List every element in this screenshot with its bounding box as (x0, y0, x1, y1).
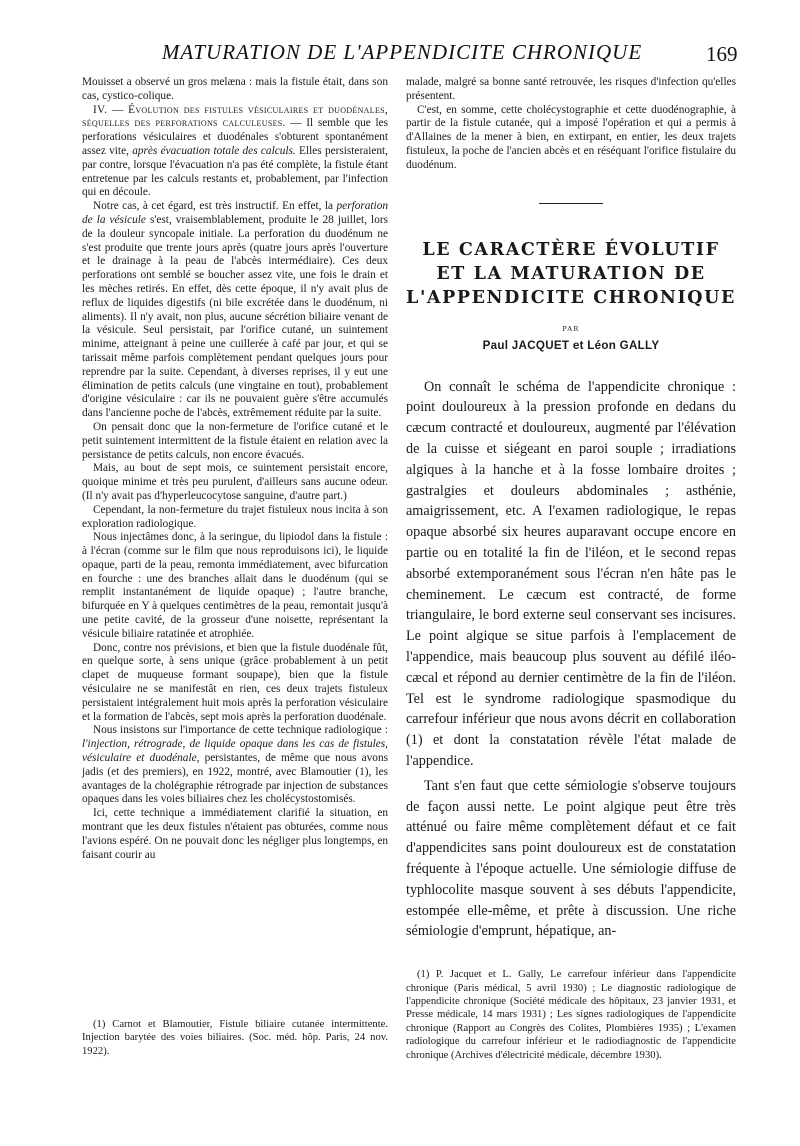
article-body (406, 377, 736, 943)
body-paragraph: malade, malgré sa bonne santé retrouvée, les risques d'infection qu'elles présentent. (406, 76, 736, 102)
body-paragraph: C'est, en somme, cette cholécystographie et cette duodénographie, à partir de la fistule cutanée, qui a imposé l'opération et qui a permis à d'Allaines de la mener à bien, en extirpant, en entier, les deux trajets fistuleux, la poche de l'ancien abcès et en réséquant l'orifice fistulaire du duodénum. (406, 103, 736, 171)
article-title (406, 238, 736, 310)
p8-italic: l'injection, rétrograde, de liquide opaque dans les cas de fistules, vésiculaire et duodénale, (82, 738, 388, 765)
page-number: 169 (706, 42, 738, 66)
body-paragraph: Ici, cette technique a immédiatement clarifié la situation, en montrant que les deux fistules n'étaient pas obturées, comme nous l'avions espéré. On ne pouvait donc les négliger plus longtemps, en faisant courir au (82, 807, 388, 861)
right-footnote (406, 968, 736, 1062)
title-line-2: ET LA MATURATION DE (436, 263, 706, 284)
body-paragraph: Donc, contre nos prévisions, et bien que la fistule duodénale fût, en quelque sorte, à sens unique (grâce probablement à un petit clapet de muqueuse formant soupape), bien que la fistule vésiculaire ne se manifestât en rien, ces deux trajets fistuleux persistaient intégralement huit mois après la perforation vésiculaire et la formation de l'abcès, sept mois après la perforation duodénale. (82, 641, 388, 723)
body-paragraph: On connaît le schéma de l'appendicite chronique : point douloureux à la pression profonde en dedans du cæcum contracté et douloureux, augmenté par l'élévation de la cuisse et siégeant en paroi souple ; irradiations algiques à la hanche et à la fosse lombaire droites ; gastralgies et douleurs abdominales ; asthénie, amaigrissement, etc. A l'examen radiologique, le repas opaque absorbé six heures auparavant occupe encore en partie ou en totalité la fin de l'iléon, et le second repas absorbé extemporanément sous l'écran n'en hâte pas le cheminement. Le cæcum est contracté, de forme triangulaire, le bord externe seul conservant ses incisures. Le point algique se situe parfois à l'emplacement de l'appendice, mais beaucoup plus souvent au défilé iléo-cæcal et répond au dernier centimètre de la fin de l'iléon. Tel est le syndrome radiologique spasmodique du carrefour inférieur que nous avons décrit en collaboration (1) et dont la constatation révèle l'état malade de l'appendice. (406, 378, 736, 769)
body-paragraph: Tant s'en faut que cette sémiologie s'observe toujours de façon aussi nette. Le point algique peut être très atténué ou faire même complètement défaut et ce fait d'appendicites sans point douloureux est de constatation fréquente à l'époque actuelle. Une sémiologie diffuse de typhlocolite masque souvent à ses débuts l'appendicite, estompée elle-même, et prête à discussion. Une riche sémiologie d'emprunt, hépatique, an- (406, 777, 736, 940)
section-text-b: Elles persisteraient, par contre, lorsque l'évacuation n'a pas été complète, la fistule étant entretenue par les calculs restants et, probablement, par l'infection qui en découle. (82, 144, 388, 199)
byline-par: PAR (562, 323, 580, 333)
title-line-1: LE CARACTÈRE ÉVOLUTIF (422, 239, 720, 260)
section-text-a: — Il semble que les perforations vésiculaires et duodénales s'obturent spontanément assez vite, (82, 117, 388, 157)
body-paragraph (82, 200, 388, 421)
right-column (406, 76, 736, 1062)
footnote-text: (1) Carnot et Blamoutier, Fistule biliaire cutanée intermittente. Injection barytée des voies biliaires. (Soc. méd. hôp. Paris, 24 nov. 1922). (82, 1019, 388, 1057)
body-paragraph: On pensait donc que la non-fermeture de l'orifice cutané et le petit suintement intermittent de la fistule étaient en relation avec la persistance de petits calculs, non encore évacués. (82, 420, 388, 461)
p8-text-a: Nous insistons sur l'importance de cette technique radiologique : (93, 724, 388, 737)
p2-italic: perforation de la vésicule (82, 200, 388, 226)
running-title: MATURATION DE L'APPENDICITE CHRONIQUE (161, 40, 643, 64)
left-column (82, 76, 388, 862)
p2-text-b: s'est, vraisemblablement, produite le 28 juillet, lors de la douleur syncopale initiale. La perforation du duodénum ne s'est produite que trente jours après (quatre jours après l'ouverture et le drainage à la peau de l'abcès intermédiaire). Ces deux perforations ont semblé se boucher assez vite, une fois le drain et les mèches retirés. En effet, dès cette époque, il n'y avait plus de reflux de liquides digestifs (ni bile excrétée dans le duodénum, ni aliments). Il n'y avait, non plus, aucune sécrétion biliaire venant de la vésicule. Seul persistait, par l'orifice cutané, un suintement minime, atteignant à peine une cuillerée à café par jour, et qui se tarissait même parfois complètement pendant quelques jours pour reprendre par la suite. Cependant, à diverses reprises, il y eut une élimination de petits calculs (une vingtaine en tout), probablement d'origine vésiculaire : car ils ne pouvaient guère s'être accumulés dans l'ancienne poche de l'abcès, extrêmement réduite par la suite. (82, 213, 389, 420)
separator-rule (539, 203, 603, 204)
title-line-3: L'APPENDICITE CHRONIQUE (406, 287, 736, 308)
previous-article-end (406, 76, 736, 173)
p8-text-b: persistantes, de même que nous avons jadis (et des premiers), en 1922, montré, avec Blamoutier (1), les avantages de la cholégraphie rétrograde par injection de substances opaques dans les voies biliaires chez les cholécystostomisés. (82, 752, 389, 806)
body-paragraph: Nous injectâmes donc, à la seringue, du lipiodol dans la fistule : à l'écran (comme sur le film que nous reproduisons ici), le liquide opaque, parti de la peau, remonta immédiatement, avec bifurcation en fourche : une des branches allait dans le duodénum (qui se remplit instantanément de liquide opaque) ; l'autre branche, bifurquée en Y à quelques centimètres de la peau, remontait jusqu'à une petite cavité, de la grosseur d'une noisette, représentant la vésicule biliaire ratatinée et atrophiée. (82, 531, 388, 640)
section-text-italic: après évacuation totale des calculs. (132, 144, 296, 157)
section-iv-paragraph (82, 104, 388, 201)
left-footnote (82, 1018, 388, 1058)
authors: Paul JACQUET et Léon GALLY (482, 338, 660, 352)
body-paragraph: Cependant, la non-fermeture du trajet fistuleux nous incita à son exploration radiologique. (82, 503, 388, 530)
footnote-text: (1) P. Jacquet et L. Gally, Le carrefour inférieur dans l'appendicite chronique (Paris médical, 5 avril 1930) ; Le diagnostic radiologique de l'appendicite chronique (Société médicale des hôpitaux, 23 janvier 1931, et Presse médicale, 14 mars 1931) ; Les signes radiologiques de l'appendicite chronique (Rapport au Congrès des Colites, Plombières 1935) ; L'examen radiologique du carrefour inférieur et le radiodiagnostic de l'appendicite chronique (Archives d'électricité médicale, décembre 1930). (406, 969, 736, 1061)
body-paragraph (82, 724, 388, 807)
body-paragraph: Mais, au bout de sept mois, ce suintement persistait encore, quoique minime et très peu purulent, d'ailleurs sans aucune odeur. (Il n'y avait pas d'hyperleucocytose sanguine, d'autre part.) (82, 462, 388, 502)
intro-paragraph: Mouisset a observé un gros melæna : mais la fistule était, dans son cas, cystico-colique. (82, 76, 388, 102)
p2-text-a: Notre cas, à cet égard, est très instructif. En effet, la (93, 200, 337, 213)
section-heading: IV. — Évolution des fistules vésiculaires et duodénales, séquelles des perforations calculeuses. (82, 103, 388, 130)
